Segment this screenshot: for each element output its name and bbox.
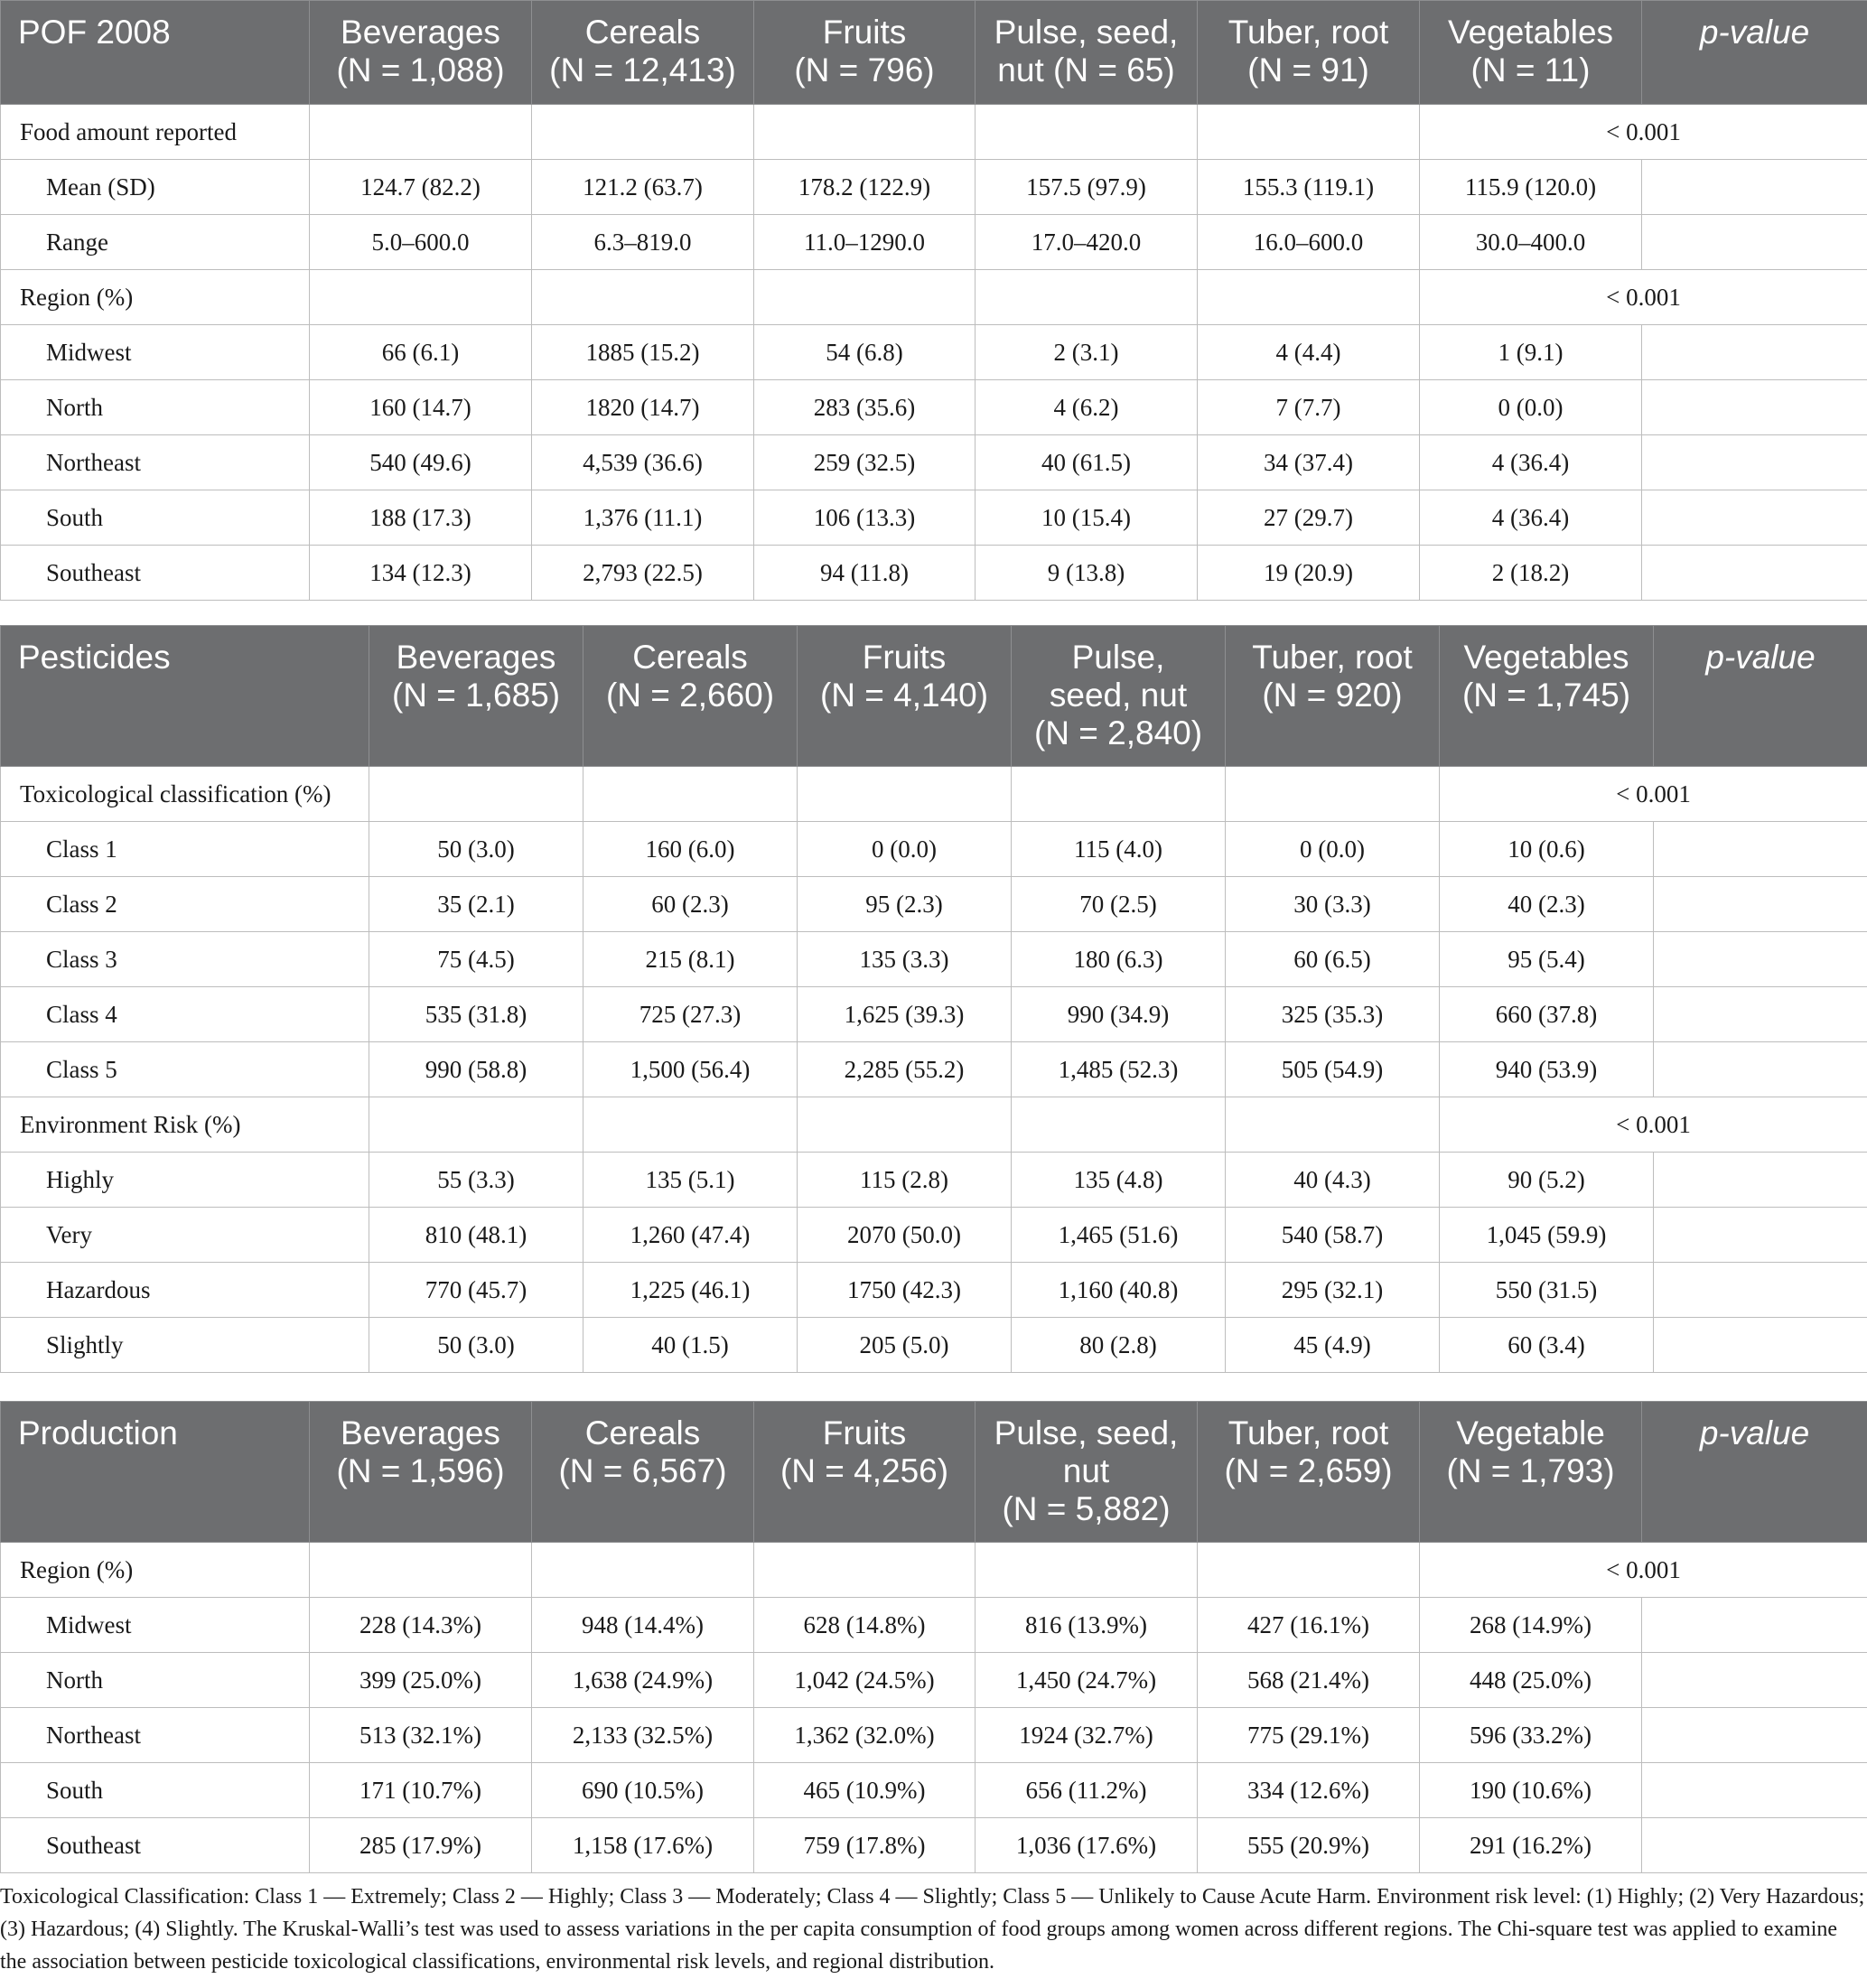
table-row [1,435,1867,490]
cell: 30.0–400.0 [1420,215,1642,270]
cell: 4 (36.4) [1420,490,1642,546]
column-header: Fruits (N = 796) [754,1,976,105]
column-header: Tuber, root (N = 920) [1226,626,1440,767]
p-value: < 0.001 [1440,1097,1867,1153]
cell: 325 (35.3) [1226,987,1440,1042]
cell: 19 (20.9) [1198,546,1420,601]
cell: 465 (10.9%) [754,1763,976,1818]
cell: 5.0–600.0 [310,215,532,270]
row-label: Northeast [1,435,310,490]
cell: 60 (6.5) [1226,932,1440,987]
cell: 30 (3.3) [1226,877,1440,932]
cell: 0 (0.0) [1420,380,1642,435]
table-title: POF 2008 [1,1,310,105]
cell: 6.3–819.0 [532,215,754,270]
p-value: < 0.001 [1440,767,1867,822]
cell: 448 (25.0%) [1420,1653,1642,1708]
cell: 1820 (14.7) [532,380,754,435]
cell: 555 (20.9%) [1198,1818,1420,1873]
section-label: Region (%) [1,270,310,325]
cell: 115 (2.8) [798,1153,1012,1208]
cell: 268 (14.9%) [1420,1598,1642,1653]
cell: 505 (54.9) [1226,1042,1440,1097]
p-value: < 0.001 [1420,270,1867,325]
cell: 70 (2.5) [1012,877,1226,932]
cell: 95 (5.4) [1440,932,1654,987]
column-header: Pulse, seed, nut (N = 65) [976,1,1198,105]
cell: 427 (16.1%) [1198,1598,1420,1653]
cell: 40 (2.3) [1440,877,1654,932]
row-label: Highly [1,1153,369,1208]
table-title: Pesticides [1,626,369,767]
cell: 115.9 (120.0) [1420,160,1642,215]
cell: 770 (45.7) [369,1263,583,1318]
cell: 11.0–1290.0 [754,215,976,270]
section-row [1,767,1867,822]
table-row [1,1708,1867,1763]
section-label: Toxicological classification (%) [1,767,369,822]
table-row [1,380,1867,435]
cell: 95 (2.3) [798,877,1012,932]
row-label: Range [1,215,310,270]
cell: 178.2 (122.9) [754,160,976,215]
p-value: < 0.001 [1420,1543,1867,1598]
cell: 0 (0.0) [1226,822,1440,877]
cell: 1,376 (11.1) [532,490,754,546]
cell: 155.3 (119.1) [1198,160,1420,215]
cell: 16.0–600.0 [1198,215,1420,270]
cell: 775 (29.1%) [1198,1708,1420,1763]
cell: 990 (58.8) [369,1042,583,1097]
cell: 990 (34.9) [1012,987,1226,1042]
cell: 940 (53.9) [1440,1042,1654,1097]
cell: 1,625 (39.3) [798,987,1012,1042]
cell: 40 (4.3) [1226,1153,1440,1208]
column-header: Tuber, root (N = 2,659) [1198,1402,1420,1543]
cell: 75 (4.5) [369,932,583,987]
cell: 816 (13.9%) [976,1598,1198,1653]
table-row [1,1153,1867,1208]
cell: 1,225 (46.1) [583,1263,798,1318]
cell: 2070 (50.0) [798,1208,1012,1263]
cell: 55 (3.3) [369,1153,583,1208]
row-label: Mean (SD) [1,160,310,215]
cell: 1 (9.1) [1420,325,1642,380]
cell: 160 (6.0) [583,822,798,877]
table-row [1,1598,1867,1653]
cell: 334 (12.6%) [1198,1763,1420,1818]
cell: 135 (5.1) [583,1153,798,1208]
cell: 810 (48.1) [369,1208,583,1263]
cell: 160 (14.7) [310,380,532,435]
table-row [1,877,1867,932]
column-header: Cereals (N = 12,413) [532,1,754,105]
cell: 1750 (42.3) [798,1263,1012,1318]
row-label: Class 4 [1,987,369,1042]
table-row [1,1263,1867,1318]
cell: 17.0–420.0 [976,215,1198,270]
cell: 1,485 (52.3) [1012,1042,1226,1097]
column-header: Beverages (N = 1,685) [369,626,583,767]
cell: 1,042 (24.5%) [754,1653,976,1708]
column-header: Fruits (N = 4,140) [798,626,1012,767]
section-label: Food amount reported [1,105,310,160]
table-row [1,987,1867,1042]
table-row [1,325,1867,380]
cell: 1,036 (17.6%) [976,1818,1198,1873]
cell: 115 (4.0) [1012,822,1226,877]
cell: 94 (11.8) [754,546,976,601]
cell: 215 (8.1) [583,932,798,987]
cell: 80 (2.8) [1012,1318,1226,1373]
cell: 10 (15.4) [976,490,1198,546]
cell: 34 (37.4) [1198,435,1420,490]
table-row [1,1763,1867,1818]
cell: 60 (2.3) [583,877,798,932]
cell: 171 (10.7%) [310,1763,532,1818]
cell: 1924 (32.7%) [976,1708,1198,1763]
cell: 90 (5.2) [1440,1153,1654,1208]
table-row [1,1818,1867,1873]
cell: 2 (18.2) [1420,546,1642,601]
cell: 725 (27.3) [583,987,798,1042]
column-header: Beverages (N = 1,596) [310,1402,532,1543]
row-label: North [1,380,310,435]
cell: 1,362 (32.0%) [754,1708,976,1763]
cell: 40 (61.5) [976,435,1198,490]
cell: 1,260 (47.4) [583,1208,798,1263]
pvalue-header: p-value [1642,1402,1867,1543]
cell: 1,160 (40.8) [1012,1263,1226,1318]
row-label: Slightly [1,1318,369,1373]
section-label: Region (%) [1,1543,310,1598]
section-row [1,105,1867,160]
table-row [1,160,1867,215]
cell: 0 (0.0) [798,822,1012,877]
column-header: Fruits (N = 4,256) [754,1402,976,1543]
column-header: Pulse, seed, nut (N = 5,882) [976,1402,1198,1543]
cell: 759 (17.8%) [754,1818,976,1873]
cell: 550 (31.5) [1440,1263,1654,1318]
cell: 259 (32.5) [754,435,976,490]
pvalue-header: p-value [1642,1,1867,105]
cell: 1,450 (24.7%) [976,1653,1198,1708]
cell: 180 (6.3) [1012,932,1226,987]
cell: 10 (0.6) [1440,822,1654,877]
column-header: Vegetables (N = 1,745) [1440,626,1654,767]
pvalue-header: p-value [1654,626,1867,767]
cell: 4,539 (36.6) [532,435,754,490]
p-value: < 0.001 [1420,105,1867,160]
cell: 948 (14.4%) [532,1598,754,1653]
cell: 285 (17.9%) [310,1818,532,1873]
column-header: Pulse, seed, nut (N = 2,840) [1012,626,1226,767]
cell: 190 (10.6%) [1420,1763,1642,1818]
cell: 50 (3.0) [369,1318,583,1373]
cell: 35 (2.1) [369,877,583,932]
section-row [1,1543,1867,1598]
table-pesticides [0,625,1867,1373]
cell: 121.2 (63.7) [532,160,754,215]
cell: 1,465 (51.6) [1012,1208,1226,1263]
table-production [0,1401,1867,1873]
table-row [1,1653,1867,1708]
row-label: South [1,490,310,546]
row-label: Northeast [1,1708,310,1763]
row-label: North [1,1653,310,1708]
cell: 4 (4.4) [1198,325,1420,380]
cell: 135 (3.3) [798,932,1012,987]
cell: 540 (49.6) [310,435,532,490]
table-row [1,546,1867,601]
row-label: Very [1,1208,369,1263]
cell: 50 (3.0) [369,822,583,877]
cell: 4 (6.2) [976,380,1198,435]
cell: 568 (21.4%) [1198,1653,1420,1708]
section-row [1,270,1867,325]
table-row [1,932,1867,987]
table-pof-2008 [0,0,1867,601]
column-header: Cereals (N = 6,567) [532,1402,754,1543]
cell: 40 (1.5) [583,1318,798,1373]
cell: 205 (5.0) [798,1318,1012,1373]
cell: 2,285 (55.2) [798,1042,1012,1097]
cell: 66 (6.1) [310,325,532,380]
cell: 45 (4.9) [1226,1318,1440,1373]
cell: 1,045 (59.9) [1440,1208,1654,1263]
row-label: Class 3 [1,932,369,987]
cell: 134 (12.3) [310,546,532,601]
cell: 656 (11.2%) [976,1763,1198,1818]
cell: 135 (4.8) [1012,1153,1226,1208]
cell: 291 (16.2%) [1420,1818,1642,1873]
row-label: Southeast [1,1818,310,1873]
section-label: Environment Risk (%) [1,1097,369,1153]
cell: 1,638 (24.9%) [532,1653,754,1708]
cell: 7 (7.7) [1198,380,1420,435]
cell: 9 (13.8) [976,546,1198,601]
column-header: Cereals (N = 2,660) [583,626,798,767]
cell: 1885 (15.2) [532,325,754,380]
column-header: Vegetable (N = 1,793) [1420,1402,1642,1543]
cell: 228 (14.3%) [310,1598,532,1653]
row-label: Class 5 [1,1042,369,1097]
cell: 4 (36.4) [1420,435,1642,490]
cell: 283 (35.6) [754,380,976,435]
cell: 690 (10.5%) [532,1763,754,1818]
column-header: Vegetables (N = 11) [1420,1,1642,105]
table-footnote: Toxicological Classification: Class 1 — Extremely; Class 2 — Highly; Class 3 — Moderately; Class 4 — Slightly; Class 5 — Unlikely to Cause Acute Harm. Environment risk level: (1) Highly; (2) Very Hazardous; (3) Hazardous; (4) Slightly. The Kruskal-Walli’s test was used to assess variations in the per capita consumption of food groups among women across different regions. The Chi-square test was applied to examine the association between pesticide toxicological classifications, environmental risk levels, and regional distribution. [0,1885,1865,1974]
row-label: South [1,1763,310,1818]
cell: 54 (6.8) [754,325,976,380]
cell: 157.5 (97.9) [976,160,1198,215]
row-label: Class 1 [1,822,369,877]
cell: 596 (33.2%) [1420,1708,1642,1763]
cell: 295 (32.1) [1226,1263,1440,1318]
row-label: Midwest [1,325,310,380]
table-title: Production [1,1402,310,1543]
cell: 2,133 (32.5%) [532,1708,754,1763]
table-row [1,215,1867,270]
cell: 399 (25.0%) [310,1653,532,1708]
cell: 124.7 (82.2) [310,160,532,215]
table-row [1,1208,1867,1263]
cell: 2 (3.1) [976,325,1198,380]
cell: 188 (17.3) [310,490,532,546]
cell: 513 (32.1%) [310,1708,532,1763]
column-header: Tuber, root (N = 91) [1198,1,1420,105]
table-row [1,1318,1867,1373]
cell: 27 (29.7) [1198,490,1420,546]
section-row [1,1097,1867,1153]
cell: 535 (31.8) [369,987,583,1042]
table-row [1,1042,1867,1097]
row-label: Class 2 [1,877,369,932]
row-label: Hazardous [1,1263,369,1318]
table-row [1,822,1867,877]
cell: 660 (37.8) [1440,987,1654,1042]
cell: 106 (13.3) [754,490,976,546]
column-header: Beverages (N = 1,088) [310,1,532,105]
row-label: Southeast [1,546,310,601]
cell: 628 (14.8%) [754,1598,976,1653]
row-label: Midwest [1,1598,310,1653]
cell: 2,793 (22.5) [532,546,754,601]
cell: 1,500 (56.4) [583,1042,798,1097]
cell: 60 (3.4) [1440,1318,1654,1373]
table-row [1,490,1867,546]
cell: 540 (58.7) [1226,1208,1440,1263]
cell: 1,158 (17.6%) [532,1818,754,1873]
